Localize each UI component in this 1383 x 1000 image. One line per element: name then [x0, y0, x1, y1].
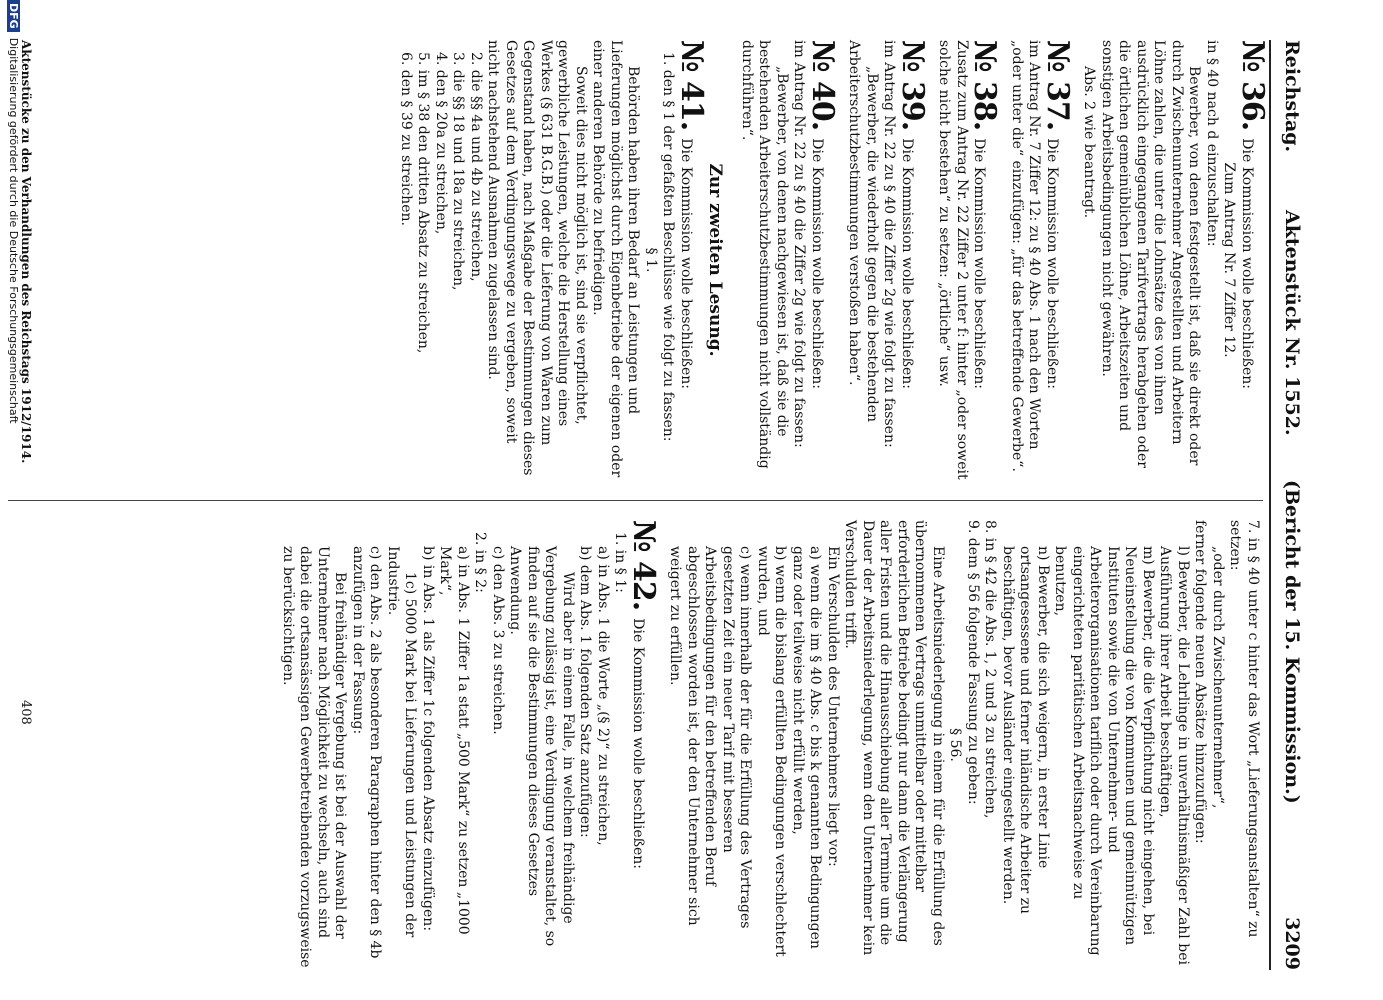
paragraph-mark: § 56.	[947, 728, 964, 762]
motion-text: Zusatz zum Antrag Nr. 22 Ziffer 2 unter f: hinter „oder soweit solche nicht bestehen“ zu setzen: „örtliche“ usw.	[936, 40, 970, 480]
motion-37	[1008, 40, 1075, 480]
list-item: a) in Abs. 1 Ziffer 1a statt „500 Mark“ zu setzen „1000 Mark“,	[437, 546, 471, 935]
text-line: m) Bewerber, die die Verpflichtung nicht eingehen, bei Neueinstellung die von Kommunen und gemeinnützigen Instituten sowie die von Unternehmer- und Arbeiterorganisationen tariflich oder durch Vereinbarung eingerichteten paritätischen Arbeitsnachweise zu benutzen,	[1052, 546, 1156, 956]
header-center: Aktenstück Nr. 1552.	[1281, 210, 1303, 436]
text-line: n) Bewerber, die sich weigern, in erster Linie ortsangesessene und ferner inländische Arbeiter zu beschäftigen, bevor Ausländer eingestellt werden.	[1000, 546, 1051, 914]
motion-intro: Die Kommission wolle beschließen:	[630, 618, 646, 869]
motion-quote: „Bewerber, von denen nachgewiesen ist, daß sie die bestehenden Arbeiterschutzbestimmungen nicht vollständig durchführen“.	[739, 40, 790, 469]
motion-quote: „Bewerber, die wiederholt gegen die bestehenden Arbeiterschutzbestimmungen verstoßen haben“.	[846, 40, 880, 423]
motion-number: № 39.	[895, 40, 930, 131]
motion-intro: Die Kommission wolle beschließen:	[809, 138, 825, 389]
header-rule	[1269, 40, 1271, 970]
motion-41	[397, 40, 709, 480]
list-item: 3. die §§ 18 und 18a zu streichen,	[450, 52, 467, 291]
text-line: l) Bewerber, die Lehrlinge in unverhältnismäßiger Zahl bei Ausführung ihrer Arbeit beschäftigen,	[1157, 546, 1191, 965]
list-item: a) in Abs. 1 die Worte „(§ 2)“ zu streichen,	[595, 546, 611, 846]
text-line: c) wenn innerhalb der für die Erfüllung des Vertrages gesetzten Zeit ein neuer Tarif mit besseren Arbeitsbedingungen für den betreffenden Beruf abgeschlossen worden ist, der den Unternehmer sich weigert zu erfüllen.	[667, 546, 754, 929]
list-item: b) in Abs. 1 als Ziffer 1c folgenden Absatz einzufügen:	[420, 546, 436, 932]
page-footer: Aktenstücke zu den Verhandlungen des Reichstags 1912/1914.	[19, 40, 33, 464]
motion-42	[279, 520, 661, 970]
motion-text: Behörden haben ihren Bedarf an Leistungen und Lieferungen möglichst durch Eigenbetriebe der eigenen oder einer anderen Behörde zu befriedigen.	[590, 40, 642, 478]
list-item: 4. den § 20a zu streichen,	[433, 52, 449, 235]
text-line: Wird aber in einem Falle, in welchem freihändige Vergebung zulässig ist, eine Verdingung veranstaltet, so finden auf sie die Bestimmungen dieses Gesetzes Anwendung.	[507, 546, 576, 947]
list-item: 1. den § 1 der gefaßten Beschlüsse wie folgt zu fassen:	[660, 52, 677, 442]
motion-40	[738, 40, 840, 480]
list-item: 5. im § 38 den dritten Absatz zu streichen,	[415, 52, 432, 354]
motion-39	[845, 40, 930, 480]
header-left: Reichstag.	[1281, 40, 1303, 153]
motion-intro: Die Kommission wolle beschließen:	[678, 138, 694, 389]
text-line: Bei freihändiger Vergebung ist bei der Auswahl der Unternehmer nach Möglichkeit zu wechseln, auch sind dabei die ortsansässigen Gewerbetreibenden vorzugsweise zu berücksichtigen.	[280, 546, 349, 968]
paragraph-mark: § 1.	[643, 247, 659, 273]
text-line: 7. in § 40 unter c hinter das Wort „Lieferungsanstalten“ zu setzen:	[1227, 520, 1261, 938]
text-line: „oder durch Zwischenunternehmer“,	[1210, 546, 1226, 809]
motion-number: № 40.	[805, 40, 840, 131]
motion-number: № 41.	[674, 40, 709, 131]
text-line: 9. dem § 56 folgende Fassung zu geben:	[965, 520, 981, 805]
funding-text: Digitalisierung gefördert durch die Deutsche Forschungsgemeinschaft	[7, 37, 20, 424]
motion-intro: Die Kommission wolle beschließen:	[971, 138, 988, 389]
motion-number: № 42.	[626, 520, 661, 611]
text-line: a) wenn die im § 40 Abs. c bis k genannten Bedingungen ganz oder teilweise nicht erfüllt werden,	[790, 546, 824, 949]
section-heading: Zur zweiten Lesung.	[705, 163, 726, 357]
left-column	[383, 40, 1270, 480]
motion-intro: Die Kommission wolle beschließen:	[899, 138, 915, 389]
list-item: 2. die §§ 4a und 4b zu streichen,	[468, 52, 484, 282]
motion-intro: Die Kommission wolle beschließen:	[1239, 138, 1255, 389]
text-line: b) wenn die bislang erfüllten Bedingungen verschlechtert wurden, und	[755, 546, 789, 957]
motion-number: № 36.	[1235, 40, 1270, 131]
list-item: b) dem Abs. 1 folgenden Satz anzufügen:	[577, 546, 594, 838]
list-item: 1. in § 1:	[612, 532, 629, 593]
text-line: 1c) 5000 Mark bei Lieferungen und Leistungen der Industrie.	[385, 546, 419, 938]
motion-36	[1080, 40, 1270, 480]
header-page-number: 3209	[1281, 917, 1303, 970]
motion-text: im Antrag Nr. 22 zu § 40 die Ziffer 2g wie folgt zu fassen:	[791, 40, 808, 448]
list-item: 2. in § 2:	[472, 532, 489, 593]
right-column	[265, 520, 1262, 970]
motion-number: № 38.	[967, 40, 1003, 131]
list-item: 6. den § 39 zu streichen.	[398, 52, 414, 226]
footer-page-number: 408	[18, 700, 33, 725]
text-line: ferner folgende neuen Absätze hinzuzufügen:	[1192, 520, 1209, 844]
text-line: Bewerber, von denen festgestellt ist, daß sie direkt oder durch Zwischenunternehmer Angestellten und Arbeitern Löhne zahlen, die unter die Lohnsätze des von ihnen ausdrücklich eingegangenen Tarifvertrags herabgehen oder die örtlichen gemeinüblichen Löhne, Arbeitszeiten und sonstigen Arbeitsbedingungen nicht gewähren.	[1099, 40, 1203, 468]
funding-note	[7, 0, 20, 424]
motion-sub: Zum Antrag Nr. 7 Ziffer 12.	[1221, 162, 1238, 358]
motion-text: Soweit dies nicht möglich ist, sind sie verpflichtet, gewerbliche Leistungen, welche die Herstellung eines Werkes (§ 631 B.G.B.) oder die Lieferung von Waren zum Gegenstand haben, nach Maßgabe der Bestimmungen dieses Gesetzes auf dem Verdingungswege zu vergeben, soweit nicht nachstehend Ausnahmen zugelassen sind.	[485, 40, 589, 476]
text-line: 8. in § 42 die Abs. 1, 2 und 3 zu streichen,	[982, 520, 999, 819]
motion-intro: Die Kommission wolle beschließen:	[1044, 138, 1060, 389]
header-right: (Bericht der 15. Kommission.)	[1281, 480, 1303, 804]
motion-38	[935, 40, 1003, 480]
continuation	[666, 520, 1261, 970]
text-line: Abs. 2 wie beantragt.	[1081, 66, 1098, 219]
list-item: c) den Abs. 2 als besonderen Paragraphen hinter den § 4b anzufügen in der Fassung:	[350, 546, 384, 959]
motion-number: № 37.	[1040, 40, 1075, 131]
column-separator	[8, 500, 1263, 501]
text-line: Ein Verschulden des Unternehmers liegt vor:	[825, 546, 841, 867]
text-line: Eine Arbeitsniederlegung in einem für die Erfüllung des übernommenen Vertrags unmittelbar oder mittelbar erforderlichen Betriebe bedingt nur dann die Verlängerung aller Fristen und die Hinausschiebung aller Termine um die Dauer der Arbeitsniederlegung, wenn den Unternehmer kein Verschulden trifft.	[842, 520, 946, 956]
list-item: c) den Abs. 3 zu streichen.	[490, 546, 506, 735]
motion-text: im Antrag Nr. 22 zu § 40 die Ziffer 2g wie folgt zu fassen:	[881, 40, 898, 448]
motion-text: im Antrag Nr. 7 Ziffer 12: zu § 40 Abs. 1 nach den Worten „oder unter die“ einzufügen: „für das betreffende Gewerbe“.	[1009, 40, 1043, 472]
text-line: in § 40 nach d einzuschalten:	[1204, 40, 1220, 247]
dfg-logo: DFG	[7, 0, 20, 32]
